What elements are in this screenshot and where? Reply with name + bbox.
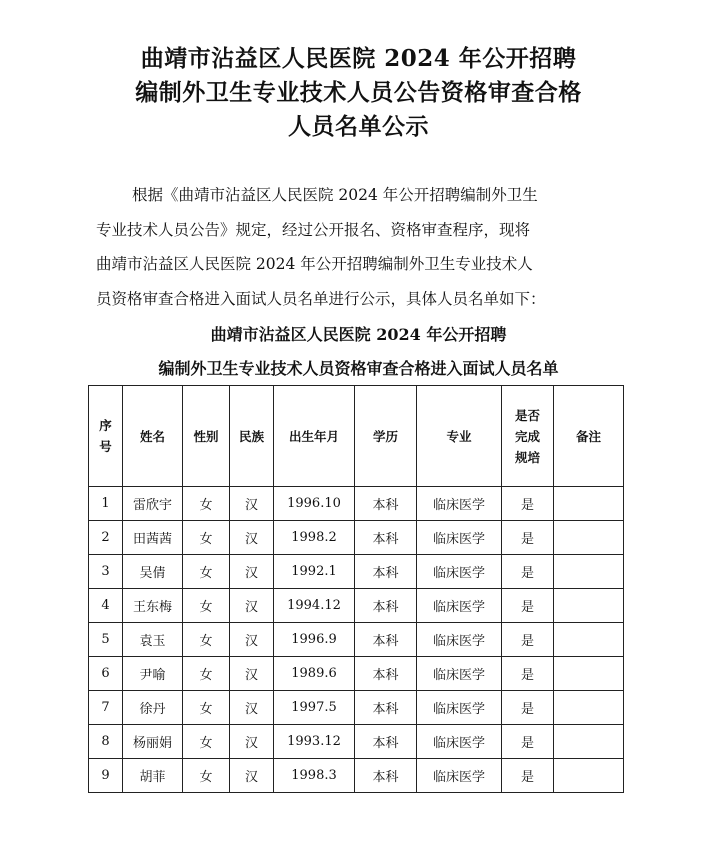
header-index-part: 号 (99, 439, 112, 454)
cell-name: 田茜茜 (123, 521, 183, 555)
cell-ethnicity: 汉 (230, 589, 274, 623)
header-remarks: 备注 (554, 386, 624, 487)
table-row (89, 759, 624, 793)
table-header-row (89, 386, 624, 487)
cell-remarks (554, 521, 624, 555)
cell-education: 本科 (355, 759, 417, 793)
cell-birth: 1997.5 (274, 691, 355, 725)
cell-education: 本科 (355, 521, 417, 555)
header-birth: 出生年月 (274, 386, 355, 487)
intro-line-4: 员资格审查合格进入面试人员名单进行公示，具体人员名单如下： (96, 289, 546, 308)
candidate-table (88, 385, 624, 793)
cell-remarks (554, 725, 624, 759)
cell-major: 临床医学 (417, 759, 502, 793)
header-index (89, 386, 123, 487)
cell-gender: 女 (183, 759, 230, 793)
cell-ethnicity: 汉 (230, 691, 274, 725)
table-row (89, 589, 624, 623)
cell-training: 是 (502, 555, 554, 589)
cell-remarks (554, 623, 624, 657)
header-training-part: 完成 (514, 428, 540, 444)
cell-ethnicity: 汉 (230, 725, 274, 759)
cell-training: 是 (502, 521, 554, 555)
cell-birth: 1996.10 (274, 487, 355, 521)
cell-ethnicity: 汉 (230, 759, 274, 793)
cell-education: 本科 (355, 487, 417, 521)
cell-birth: 1994.12 (274, 589, 355, 623)
cell-birth: 1992.1 (274, 555, 355, 589)
cell-training: 是 (502, 623, 554, 657)
cell-ethnicity: 汉 (230, 657, 274, 691)
cell-name: 徐丹 (123, 691, 183, 725)
cell-birth: 1998.3 (274, 759, 355, 793)
cell-index: 1 (89, 487, 123, 521)
table-row (89, 657, 624, 691)
table-row (89, 691, 624, 725)
table-row (89, 487, 624, 521)
header-ethnicity: 民族 (230, 386, 274, 487)
cell-training: 是 (502, 759, 554, 793)
cell-remarks (554, 657, 624, 691)
cell-birth: 1998.2 (274, 521, 355, 555)
cell-ethnicity: 汉 (230, 623, 274, 657)
cell-remarks (554, 589, 624, 623)
cell-gender: 女 (183, 589, 230, 623)
cell-education: 本科 (355, 623, 417, 657)
header-index-part: 序 (99, 418, 112, 433)
cell-training: 是 (502, 691, 554, 725)
cell-training: 是 (502, 589, 554, 623)
cell-education: 本科 (355, 657, 417, 691)
cell-name: 吴倩 (123, 555, 183, 589)
cell-gender: 女 (183, 623, 230, 657)
cell-gender: 女 (183, 691, 230, 725)
table-row (89, 521, 624, 555)
table-row (89, 555, 624, 589)
title-line-1: 曲靖市沾益区人民医院 2024 年公开招聘 (140, 45, 577, 72)
header-training-part: 是否 (514, 407, 540, 423)
cell-name: 雷欣宇 (123, 487, 183, 521)
cell-gender: 女 (183, 487, 230, 521)
cell-training: 是 (502, 487, 554, 521)
cell-remarks (554, 691, 624, 725)
table-title-line-1: 曲靖市沾益区人民医院 2024 年公开招聘 (210, 325, 507, 344)
cell-gender: 女 (183, 725, 230, 759)
cell-index: 6 (89, 657, 123, 691)
cell-index: 9 (89, 759, 123, 793)
table-row (89, 725, 624, 759)
document-title (0, 42, 717, 144)
cell-index: 4 (89, 589, 123, 623)
cell-training: 是 (502, 657, 554, 691)
table-row (89, 623, 624, 657)
cell-birth: 1996.9 (274, 623, 355, 657)
cell-major: 临床医学 (417, 657, 502, 691)
cell-ethnicity: 汉 (230, 555, 274, 589)
cell-training: 是 (502, 725, 554, 759)
cell-remarks (554, 487, 624, 521)
cell-major: 临床医学 (417, 589, 502, 623)
cell-major: 临床医学 (417, 487, 502, 521)
cell-ethnicity: 汉 (230, 521, 274, 555)
cell-education: 本科 (355, 555, 417, 589)
table-title-line-2: 编制外卫生专业技术人员资格审查合格进入面试人员名单 (158, 359, 559, 378)
intro-line-2: 专业技术人员公告》规定，经过公开报名、资格审查程序，现将 (96, 220, 531, 239)
cell-gender: 女 (183, 657, 230, 691)
header-education: 学历 (355, 386, 417, 487)
cell-remarks (554, 555, 624, 589)
cell-name: 胡菲 (123, 759, 183, 793)
cell-name: 王东梅 (123, 589, 183, 623)
intro-paragraph (96, 178, 636, 316)
cell-name: 杨丽娟 (123, 725, 183, 759)
header-name: 姓名 (123, 386, 183, 487)
table-title (0, 318, 717, 386)
cell-major: 临床医学 (417, 521, 502, 555)
cell-index: 3 (89, 555, 123, 589)
intro-line-3: 曲靖市沾益区人民医院 2024 年公开招聘编制外卫生专业技术人 (96, 255, 533, 273)
cell-education: 本科 (355, 691, 417, 725)
cell-major: 临床医学 (417, 691, 502, 725)
cell-gender: 女 (183, 521, 230, 555)
intro-line-1: 根据《曲靖市沾益区人民医院 2024 年公开招聘编制外卫生 (132, 186, 538, 204)
title-line-2: 编制外卫生专业技术人员公告资格审查合格 (135, 79, 582, 106)
cell-major: 临床医学 (417, 623, 502, 657)
cell-index: 2 (89, 521, 123, 555)
cell-education: 本科 (355, 725, 417, 759)
cell-birth: 1989.6 (274, 657, 355, 691)
cell-birth: 1993.12 (274, 725, 355, 759)
header-major: 专业 (417, 386, 502, 487)
cell-name: 尹喻 (123, 657, 183, 691)
cell-major: 临床医学 (417, 555, 502, 589)
header-training-part: 规培 (514, 449, 540, 465)
cell-index: 7 (89, 691, 123, 725)
header-gender: 性别 (183, 386, 230, 487)
cell-remarks (554, 759, 624, 793)
cell-ethnicity: 汉 (230, 487, 274, 521)
title-line-3: 人员名单公示 (288, 113, 429, 140)
cell-name: 袁玉 (123, 623, 183, 657)
cell-index: 5 (89, 623, 123, 657)
header-training (502, 386, 554, 487)
cell-education: 本科 (355, 589, 417, 623)
cell-index: 8 (89, 725, 123, 759)
cell-gender: 女 (183, 555, 230, 589)
cell-major: 临床医学 (417, 725, 502, 759)
